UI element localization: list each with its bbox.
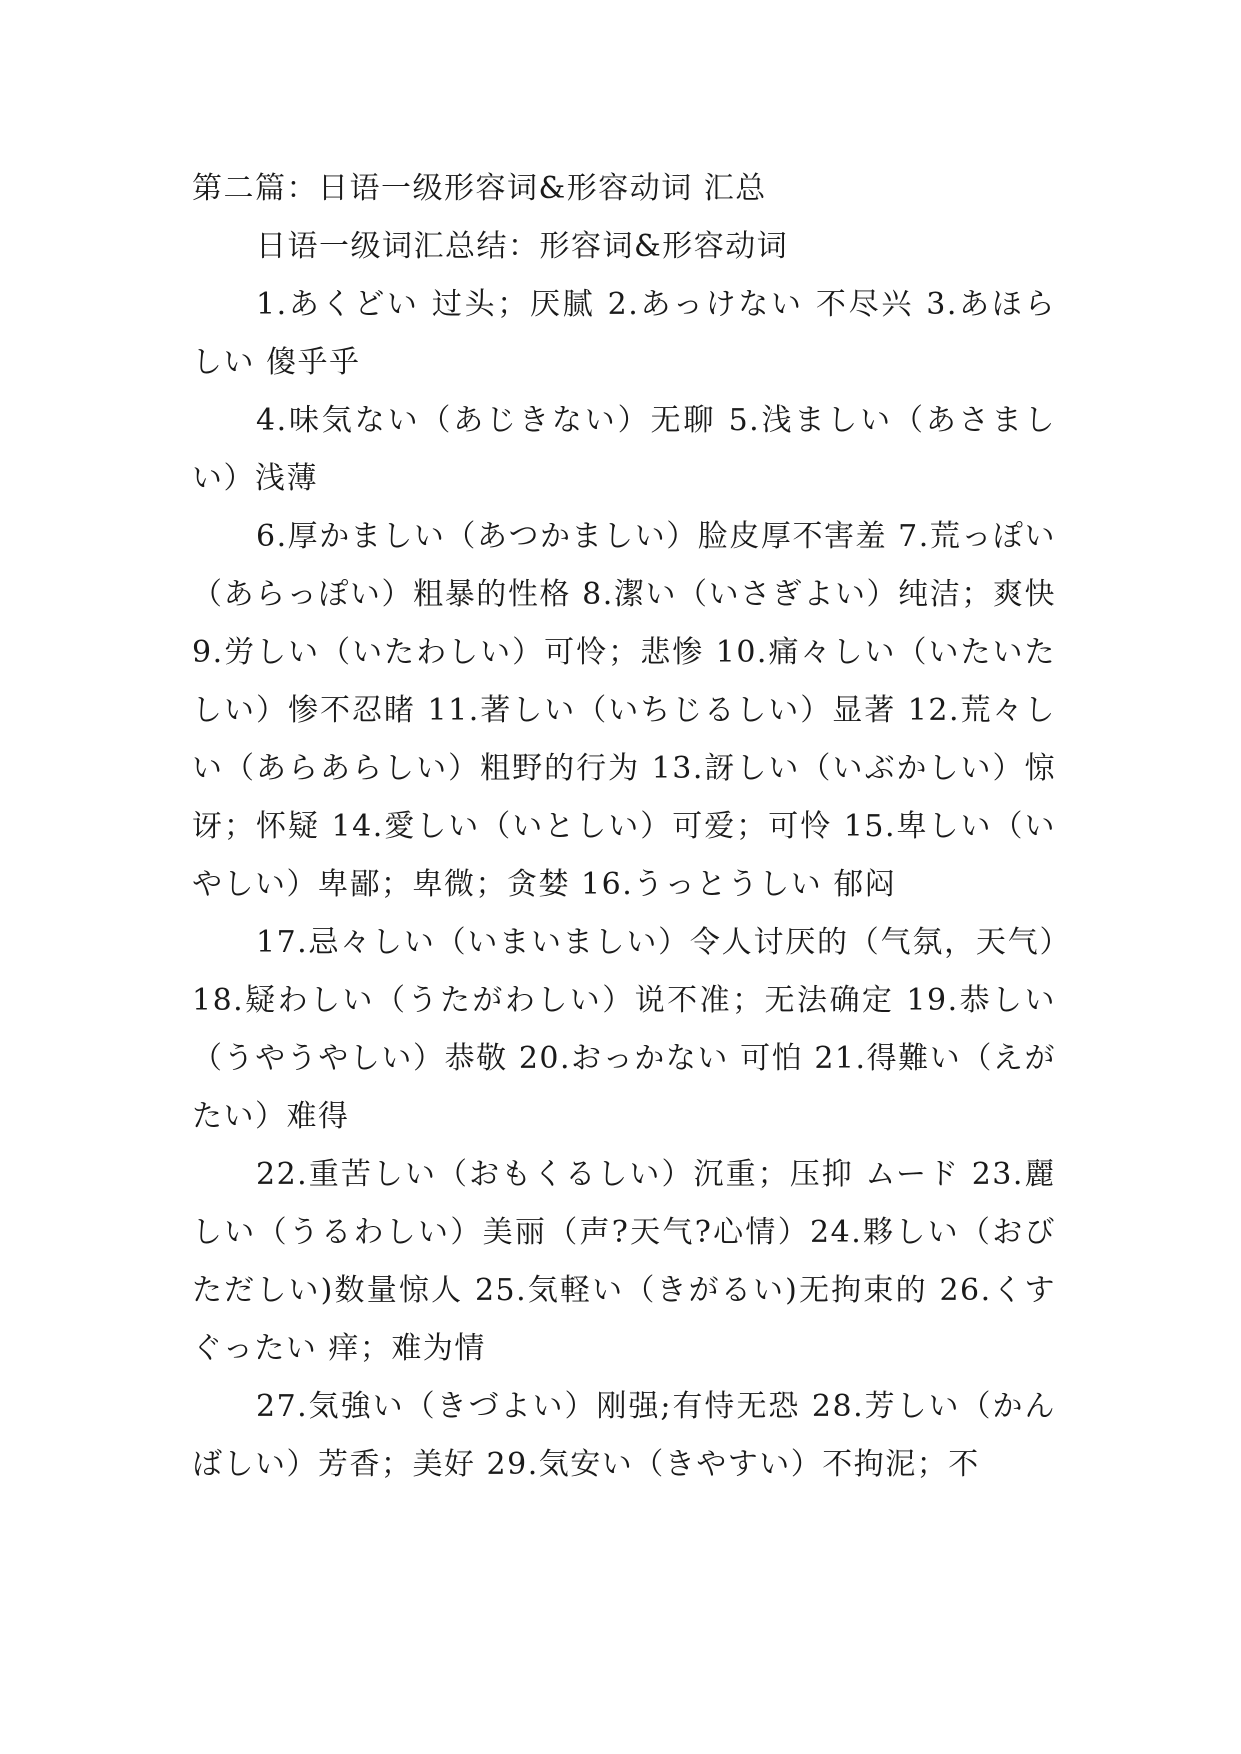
paragraph-5: 22.重苦しい（おもくるしい）沉重；压抑 ムード 23.麗しい（うるわしい）美丽（声?天气?心情）24.夥しい（おびただしい)数量惊人 25.気軽い（きがるい)无拘束的 26.くすぐったい 痒；难为情 <box>192 1157 1056 1366</box>
paragraph-2: 4.味気ない（あじきない）无聊 5.浅ましい（あさましい）浅薄 <box>192 403 1056 496</box>
document-title: 第二篇：日语一级形容词&形容动词 汇总 <box>192 171 767 206</box>
paragraph-1: 1.あくどい 过头；厌腻 2.あっけない 不尽兴 3.あほらしい 傻乎乎 <box>192 287 1056 380</box>
paragraph-6: 27.気強い（きづよい）刚强;有恃无恐 28.芳しい（かんばしい）芳香；美好 29.気安い（きやすい）不拘泥；不 <box>192 1389 1056 1482</box>
document-subtitle: 日语一级词汇总结：形容词&形容动词 <box>256 229 789 264</box>
document-body <box>192 160 1056 1494</box>
paragraph-4: 17.忌々しい（いまいましい）令人讨厌的（气氛，天气）18.疑わしい（うたがわしい）说不准；无法确定 19.恭しい（うやうやしい）恭敬 20.おっかない 可怕 21.得難い（えがたい）难得 <box>192 925 1056 1134</box>
paragraph-3: 6.厚かましい（あつかましい）脸皮厚不害羞 7.荒っぽい（あらっぽい）粗暴的性格 8.潔い（いさぎよい）纯洁；爽快 9.労しい（いたわしい）可怜；悲惨 10.痛々しい（いたいたしい）惨不忍睹 11.著しい（いちじるしい）显著 12.荒々しい（あらあらしい）粗野的行为 13.訝しい（いぶかしい）惊讶；怀疑 14.愛しい（いとしい）可爱；可怜 15.卑しい（いやしい）卑鄙；卑微；贪婪 16.うっとうしい 郁闷 <box>192 519 1056 902</box>
